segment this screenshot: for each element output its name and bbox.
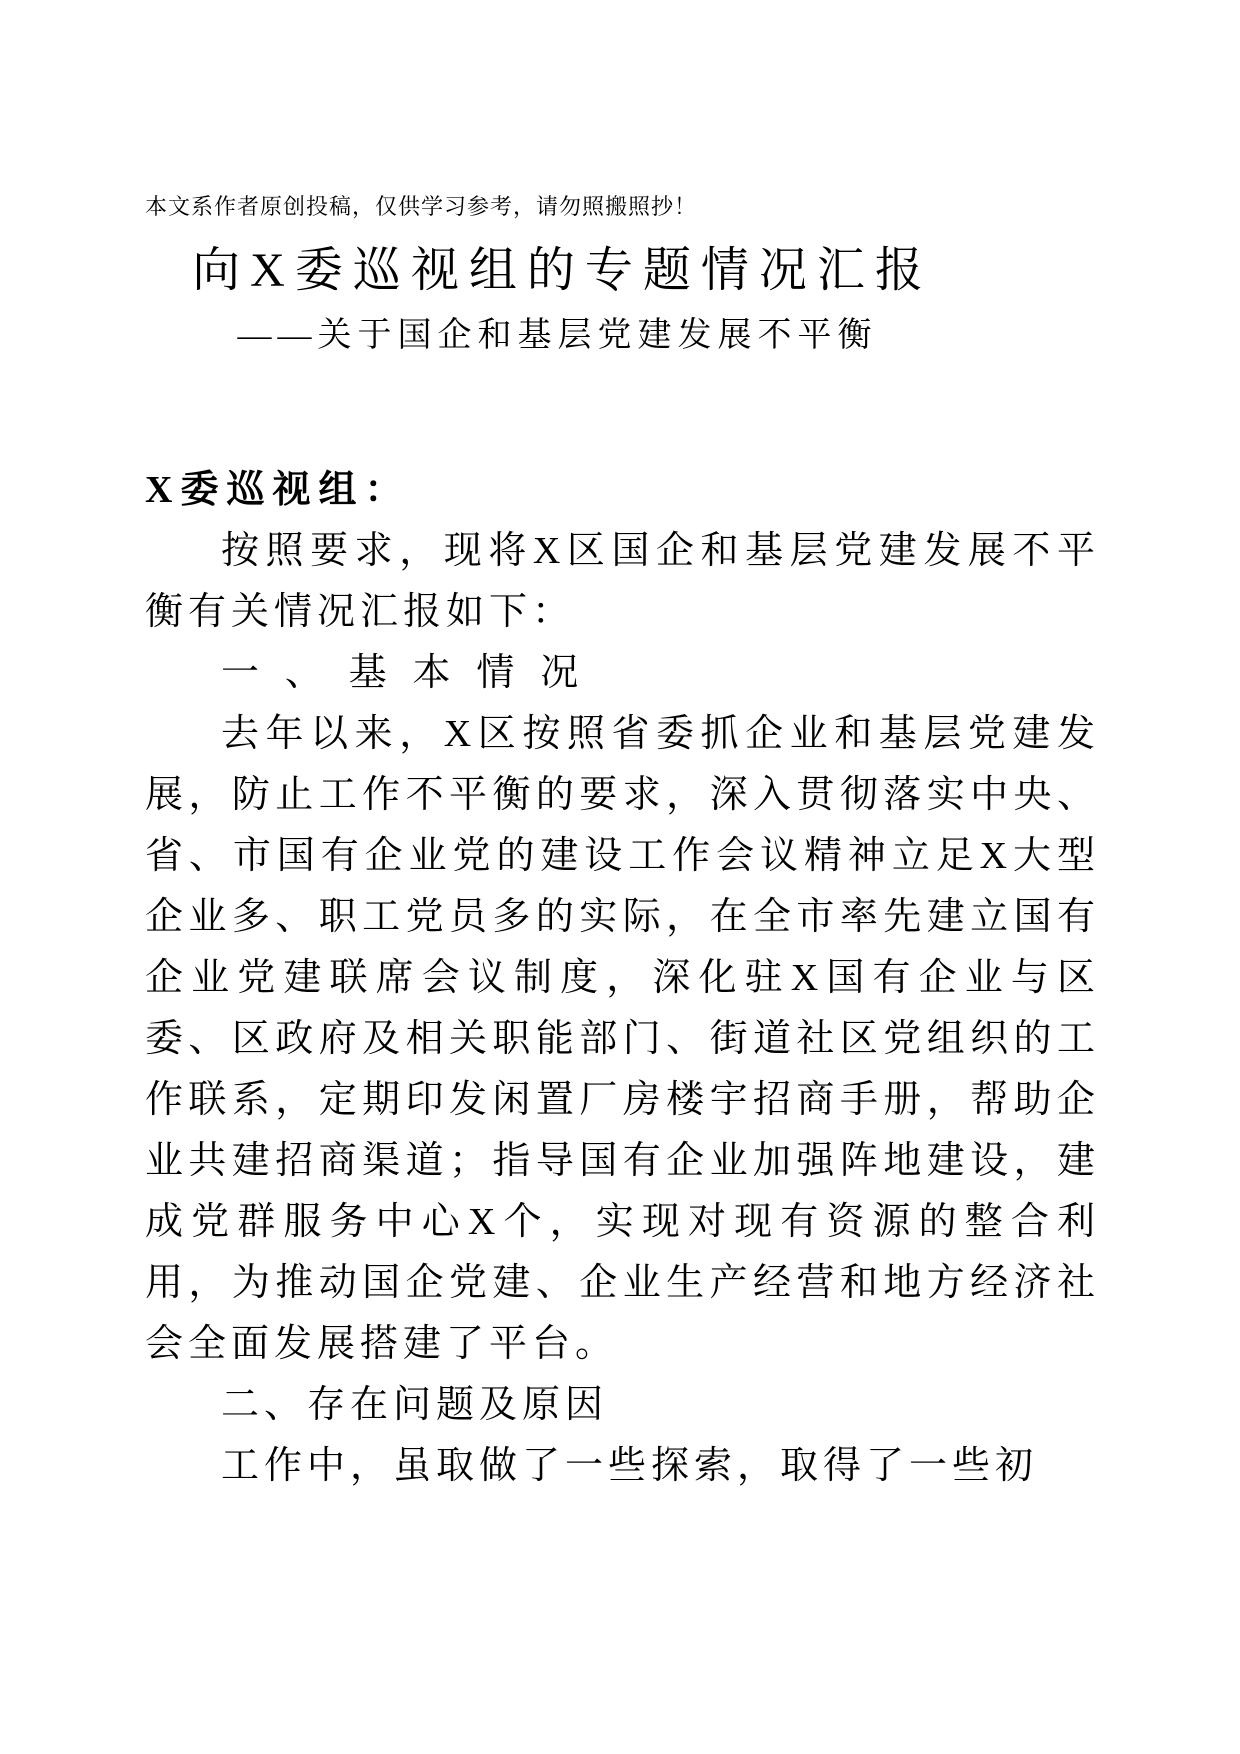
section-heading-problems-causes: 二、存在问题及原因 bbox=[221, 1384, 609, 1426]
salutation-line: X委巡视组： bbox=[145, 469, 411, 511]
document-title: 向X委巡视组的专题情况汇报 bbox=[192, 244, 933, 297]
paragraph-basic-situation: 去年以来，X区按照省委抓企业和基层党建发展，防止工作不平衡的要求，深入贯彻落实中央、省、市国有企业党的建设工作会议精神立足X大型企业多、职工党员多的实际，在全市率先建立国有企业党建联席会议制度，深化驻X国有企业与区委、区政府及相关职能部门、街道社区党组织的工作联系，定期印发闲置厂房楼宇招商手册，帮助企业共建招商渠道；指导国有企业加强阵地建设，建成党群服务中心X个，实现对现有资源的整合利用，为推动国企党建、企业生产经营和地方经济社会全面发展搭建了平台。 bbox=[145, 713, 1100, 1365]
paragraph-opening: 按照要求，现将X区国企和基层党建发展不平衡有关情况汇报如下： bbox=[145, 530, 1100, 633]
document-subtitle: ——关于国企和基层党建发展不平衡 bbox=[237, 317, 878, 354]
paragraph-problems-causes: 工作中，虽取做了一些探索，取得了一些初 bbox=[221, 1445, 1039, 1487]
section-heading-basic-situation: 一、基本情况 bbox=[221, 652, 605, 694]
disclaimer-note: 本文系作者原创投稿，仅供学习参考，请勿照搬照抄！ bbox=[145, 194, 698, 219]
